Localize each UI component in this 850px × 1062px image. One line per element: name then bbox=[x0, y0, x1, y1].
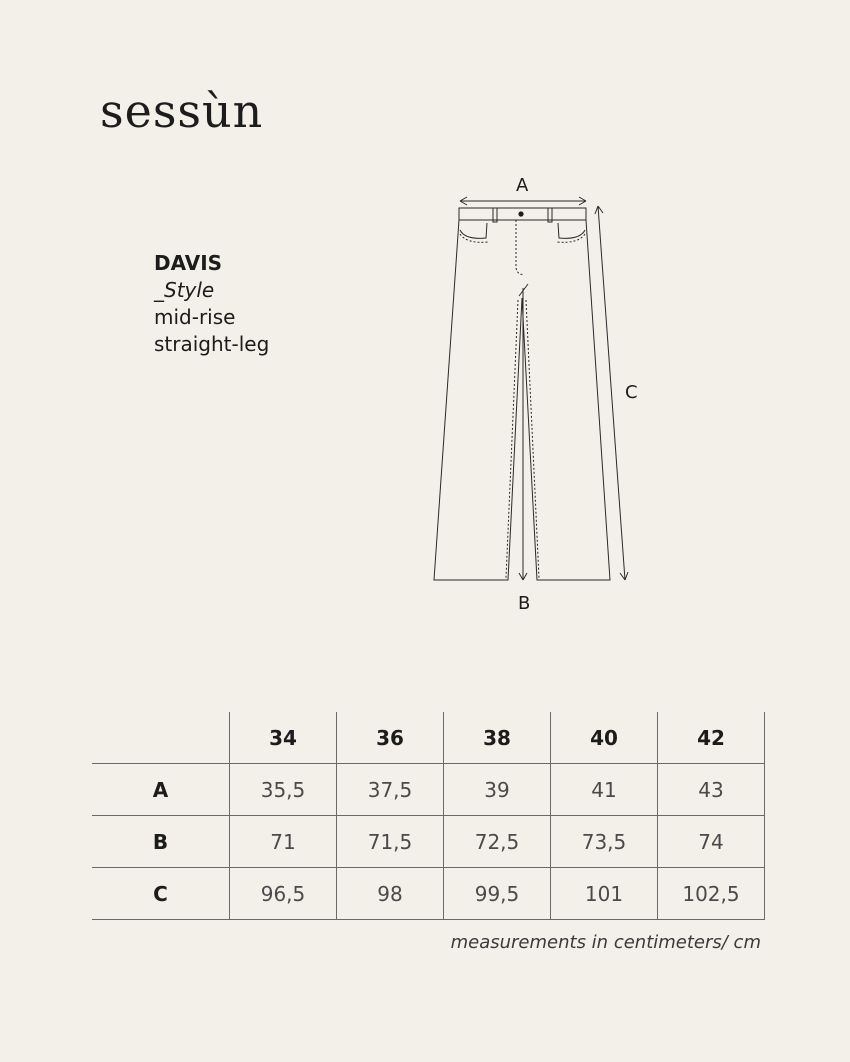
trouser-diagram bbox=[420, 168, 660, 618]
feature-rise: mid-rise bbox=[154, 305, 236, 329]
size-header: 42 bbox=[658, 712, 765, 764]
table-row bbox=[92, 868, 765, 920]
row-label: B bbox=[92, 816, 230, 868]
inseam-stitch-right bbox=[526, 300, 539, 578]
table-row bbox=[92, 816, 765, 868]
table-cell: 101 bbox=[551, 868, 658, 920]
product-name: DAVIS bbox=[154, 251, 223, 275]
row-label: C bbox=[92, 868, 230, 920]
size-header: 34 bbox=[230, 712, 337, 764]
size-header: 38 bbox=[444, 712, 551, 764]
table-cell: 72,5 bbox=[444, 816, 551, 868]
label-b: B bbox=[518, 593, 531, 614]
button bbox=[518, 211, 523, 216]
size-header: 36 bbox=[337, 712, 444, 764]
measurement-note: measurements in centimeters/ cm bbox=[450, 932, 761, 953]
table-cell: 99,5 bbox=[444, 868, 551, 920]
table-cell: 35,5 bbox=[230, 764, 337, 816]
table-cell: 43 bbox=[658, 764, 765, 816]
size-header-row bbox=[92, 712, 765, 764]
label-a: A bbox=[516, 175, 529, 196]
table-cell: 37,5 bbox=[337, 764, 444, 816]
table-cell: 102,5 bbox=[658, 868, 765, 920]
table-cell: 96,5 bbox=[230, 868, 337, 920]
table-corner bbox=[92, 712, 230, 764]
style-info bbox=[154, 250, 269, 358]
label-c: C bbox=[625, 382, 638, 403]
measure-arrow-a bbox=[460, 197, 586, 205]
table-cell: 39 bbox=[444, 764, 551, 816]
fly-stitch bbox=[516, 220, 524, 274]
table-cell: 98 bbox=[337, 868, 444, 920]
pocket-right bbox=[558, 223, 585, 238]
inseam-stitch-left bbox=[506, 300, 518, 578]
brand-logo: sessùn bbox=[100, 84, 264, 138]
table-cell: 71,5 bbox=[337, 816, 444, 868]
table-row bbox=[92, 764, 765, 816]
table-cell: 41 bbox=[551, 764, 658, 816]
table-cell: 73,5 bbox=[551, 816, 658, 868]
style-label: _Style bbox=[154, 278, 215, 302]
measure-arrow-c bbox=[595, 206, 628, 580]
feature-leg: straight-leg bbox=[154, 332, 270, 356]
table-cell: 74 bbox=[658, 816, 765, 868]
size-chart bbox=[92, 712, 765, 920]
row-label: A bbox=[92, 764, 230, 816]
table-cell: 71 bbox=[230, 816, 337, 868]
size-header: 40 bbox=[551, 712, 658, 764]
pocket-left bbox=[460, 223, 487, 238]
